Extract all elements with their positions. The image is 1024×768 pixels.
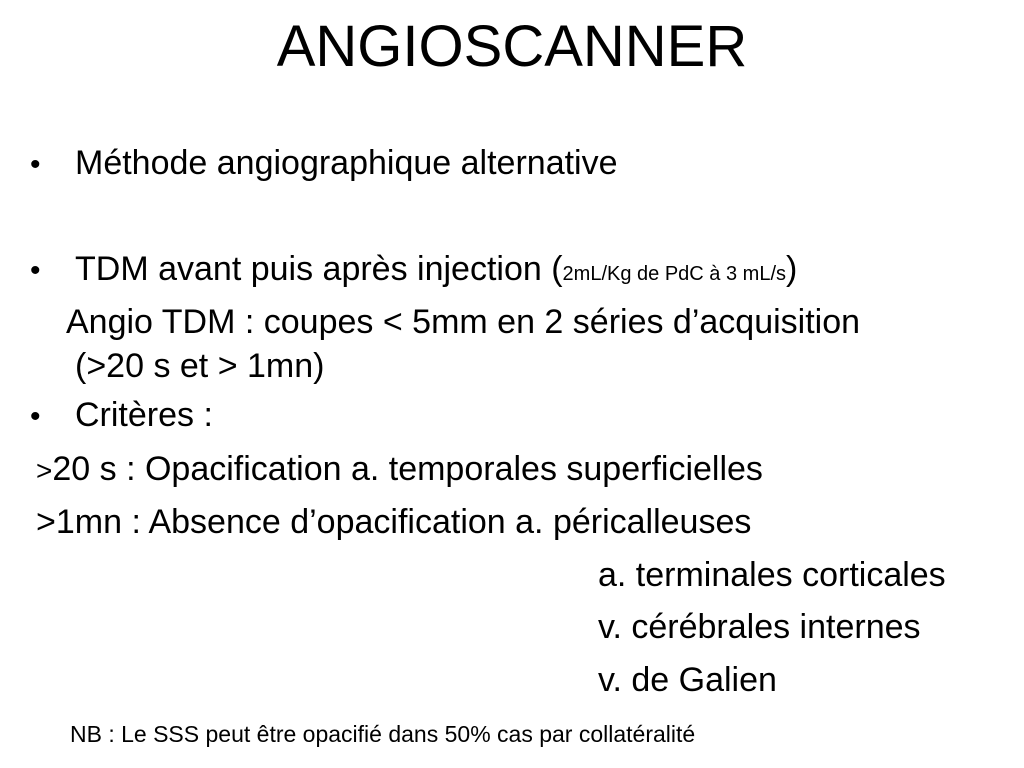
footnote: NB : Le SSS peut être opacifié dans 50% cas par collatéralité: [70, 721, 696, 747]
bullet-tdm-text: TDM avant puis après injection (: [75, 250, 563, 288]
bullet-tdm-close: ): [786, 250, 798, 288]
bullet-criteres: Critères :: [75, 396, 213, 434]
bullet-tdm: [75, 252, 797, 286]
criteria-20s: [36, 452, 763, 486]
criteria-1mn: >1mn : Absence d’opacification a. péricalleuses: [36, 503, 752, 541]
angio-tdm-timing: (>20 s et > 1mn): [75, 347, 325, 385]
bullet-tdm-dose: 2mL/Kg de PdC à 3 mL/s: [562, 263, 786, 285]
criteria-cerebrales: v. cérébrales internes: [598, 608, 921, 646]
slide-title: ANGIOSCANNER: [276, 14, 748, 79]
criteria-20s-text: 20 s : Opacification a. temporales superficielles: [52, 450, 763, 488]
bullet-marker-2: •: [30, 254, 41, 287]
criteria-terminales: a. terminales corticales: [598, 556, 946, 594]
angio-tdm-line: Angio TDM : coupes < 5mm en 2 séries d’acquisition: [66, 303, 861, 341]
bullet-methode: Méthode angiographique alternative: [75, 144, 618, 182]
criteria-galien: v. de Galien: [598, 661, 777, 699]
criteria-20s-symbol: >: [36, 455, 53, 486]
bullet-marker-3: •: [30, 400, 41, 433]
bullet-marker-1: •: [30, 148, 41, 181]
